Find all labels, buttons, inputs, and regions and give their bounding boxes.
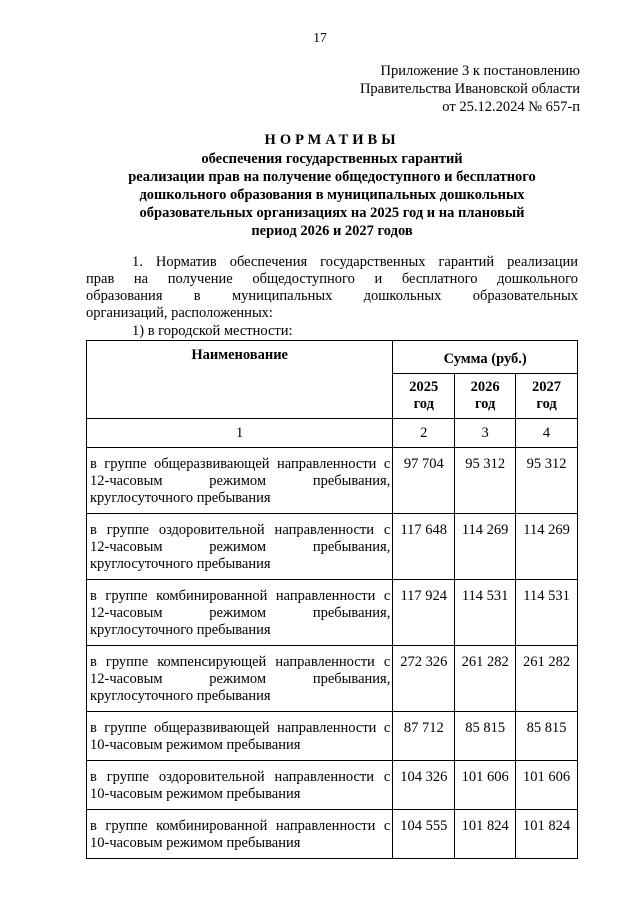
value-2026: 261 282: [455, 646, 516, 712]
table-row: [87, 580, 578, 646]
page-number: 17: [313, 30, 327, 45]
table-row: [87, 810, 578, 859]
paragraph-1: [86, 254, 578, 322]
paragraph-1-line-3: образования в муниципальных дошкольных образовательных: [86, 288, 578, 304]
header-year-2027: 2027 год: [516, 374, 578, 419]
table-row: [87, 514, 578, 580]
value-2027: 261 282: [516, 646, 578, 712]
value-2027: 95 312: [516, 448, 578, 514]
table-row: [87, 712, 578, 761]
table-row: [87, 448, 578, 514]
value-2025: 272 326: [393, 646, 455, 712]
document-title: [86, 131, 578, 240]
value-2025: 97 704: [393, 448, 455, 514]
value-2027: 101 824: [516, 810, 578, 859]
row-name: в группе комбинированной направленности с 12-часовым режимом пребывания, круглосуточного пребывания: [87, 580, 393, 646]
column-number-row: [87, 419, 578, 448]
row-name: в группе общеразвивающей направленности с 10-часовым режимом пребывания: [87, 712, 393, 761]
column-number: 1: [87, 419, 393, 448]
header-name: Наименование: [87, 341, 393, 419]
title-line-2: реализации прав на получение общедоступного и бесплатного: [128, 169, 536, 185]
value-2026: 114 269: [455, 514, 516, 580]
table-row: [87, 761, 578, 810]
row-name: в группе общеразвивающей направленности с 12-часовым режимом пребывания, круглосуточного пребывания: [87, 448, 393, 514]
row-name: в группе оздоровительной направленности с 12-часовым режимом пребывания, круглосуточного пребывания: [87, 514, 393, 580]
appendix-reference: [360, 62, 580, 116]
value-2025: 104 555: [393, 810, 455, 859]
paragraph-1-line-4: организаций, расположенных:: [86, 305, 273, 321]
paragraph-1-line-1: 1. Норматив обеспечения государственных гарантий реализации: [132, 254, 578, 270]
table-header-row: [87, 341, 578, 374]
value-2026: 101 606: [455, 761, 516, 810]
title-line-5: период 2026 и 2027 годов: [251, 223, 413, 239]
title-line-4: образовательных организациях на 2025 год и на плановый: [139, 205, 525, 221]
row-name: в группе оздоровительной направленности с 10-часовым режимом пребывания: [87, 761, 393, 810]
column-number: 4: [516, 419, 578, 448]
value-2027: 114 531: [516, 580, 578, 646]
title-main: НОРМАТИВЫ: [264, 132, 400, 148]
value-2027: 114 269: [516, 514, 578, 580]
table-row: [87, 646, 578, 712]
value-2027: 85 815: [516, 712, 578, 761]
header-year-2026: 2026 год: [455, 374, 516, 419]
column-number: 2: [393, 419, 455, 448]
appendix-line-1: Приложение 3 к постановлению: [380, 63, 580, 79]
appendix-line-2: Правительства Ивановской области: [359, 81, 580, 97]
header-year-2025: 2025 год: [393, 374, 455, 419]
row-name: в группе комбинированной направленности с 10-часовым режимом пребывания: [87, 810, 393, 859]
paragraph-2: 1) в городской местности:: [132, 323, 293, 339]
value-2026: 95 312: [455, 448, 516, 514]
value-2027: 101 606: [516, 761, 578, 810]
value-2025: 104 326: [393, 761, 455, 810]
header-sum: Сумма (руб.): [393, 341, 578, 374]
title-line-1: обеспечения государственных гарантий: [201, 151, 463, 167]
row-name: в группе компенсирующей направленности с 12-часовым режимом пребывания, круглосуточного пребывания: [87, 646, 393, 712]
column-number: 3: [455, 419, 516, 448]
norms-table: [86, 340, 578, 859]
value-2025: 117 924: [393, 580, 455, 646]
paragraph-1-line-2: прав на получение общедоступного и бесплатного дошкольного: [86, 271, 578, 287]
appendix-line-3: от 25.12.2024 № 657-п: [442, 99, 580, 115]
value-2025: 87 712: [393, 712, 455, 761]
value-2026: 101 824: [455, 810, 516, 859]
value-2025: 117 648: [393, 514, 455, 580]
value-2026: 114 531: [455, 580, 516, 646]
title-line-3: дошкольного образования в муниципальных дошкольных: [139, 187, 525, 203]
value-2026: 85 815: [455, 712, 516, 761]
